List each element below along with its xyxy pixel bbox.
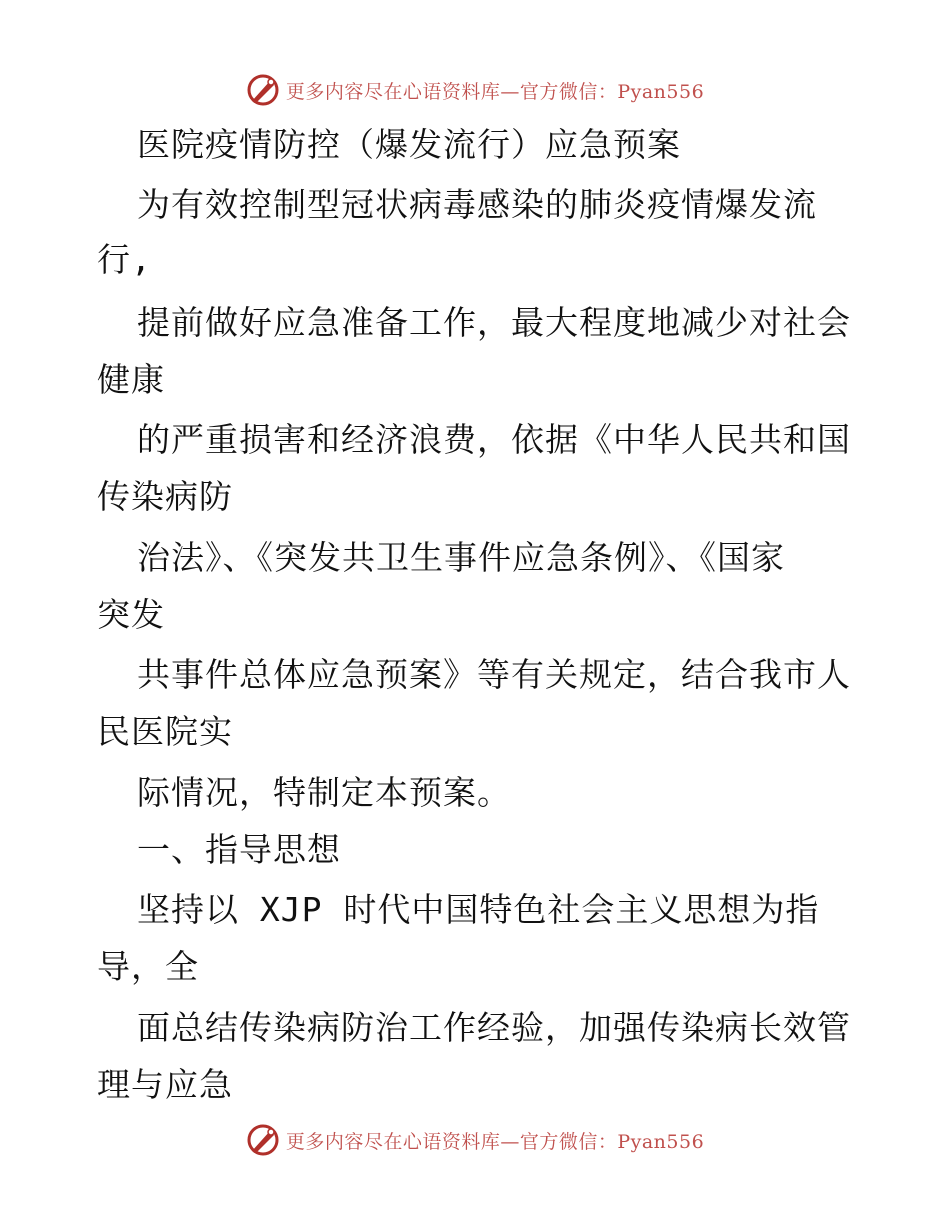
document-title: 医院疫情防控（爆发流行）应急预案 — [137, 125, 681, 164]
paragraph-line: 传染病防 — [97, 477, 233, 516]
footer-banner — [0, 1120, 950, 1160]
paragraph-line: 际情况，特制定本预案。 — [137, 773, 511, 812]
pen-logo-icon — [246, 73, 280, 107]
paragraph-line: 行, — [97, 240, 152, 279]
paragraph-line: 民医院实 — [97, 712, 233, 751]
paragraph-line: 健康 — [97, 360, 165, 399]
footer-banner-text: 更多内容尽在心语资料库—官方微信：Pyan556 — [285, 1130, 705, 1153]
paragraph-line: 共事件总体应急预案》等有关规定，结合我市人 — [137, 655, 851, 694]
paragraph-line: 的严重损害和经济浪费，依据《中华人民共和国 — [137, 420, 851, 459]
section-heading: 一、指导思想 — [137, 830, 341, 869]
paragraph-line: 坚持以 XJP 时代中国特色社会主义思想为指 — [137, 890, 820, 929]
header-banner-text: 更多内容尽在心语资料库—官方微信：Pyan556 — [285, 80, 705, 103]
paragraph-line: 理与应急 — [97, 1065, 233, 1104]
paragraph-line: 为有效控制型冠状病毒感染的肺炎疫情爆发流 — [137, 185, 817, 224]
paragraph-line: 导，全 — [97, 947, 199, 986]
paragraph-line: 突发 — [97, 595, 165, 634]
paragraph-line: 提前做好应急准备工作，最大程度地减少对社会 — [137, 303, 851, 342]
pen-logo-icon — [246, 1123, 280, 1157]
paragraph-line: 面总结传染病防治工作经验，加强传染病长效管 — [137, 1008, 851, 1047]
paragraph-line: 治法》、《突发共卫生事件应急条例》、《国家 — [137, 538, 785, 577]
header-banner — [0, 70, 950, 110]
